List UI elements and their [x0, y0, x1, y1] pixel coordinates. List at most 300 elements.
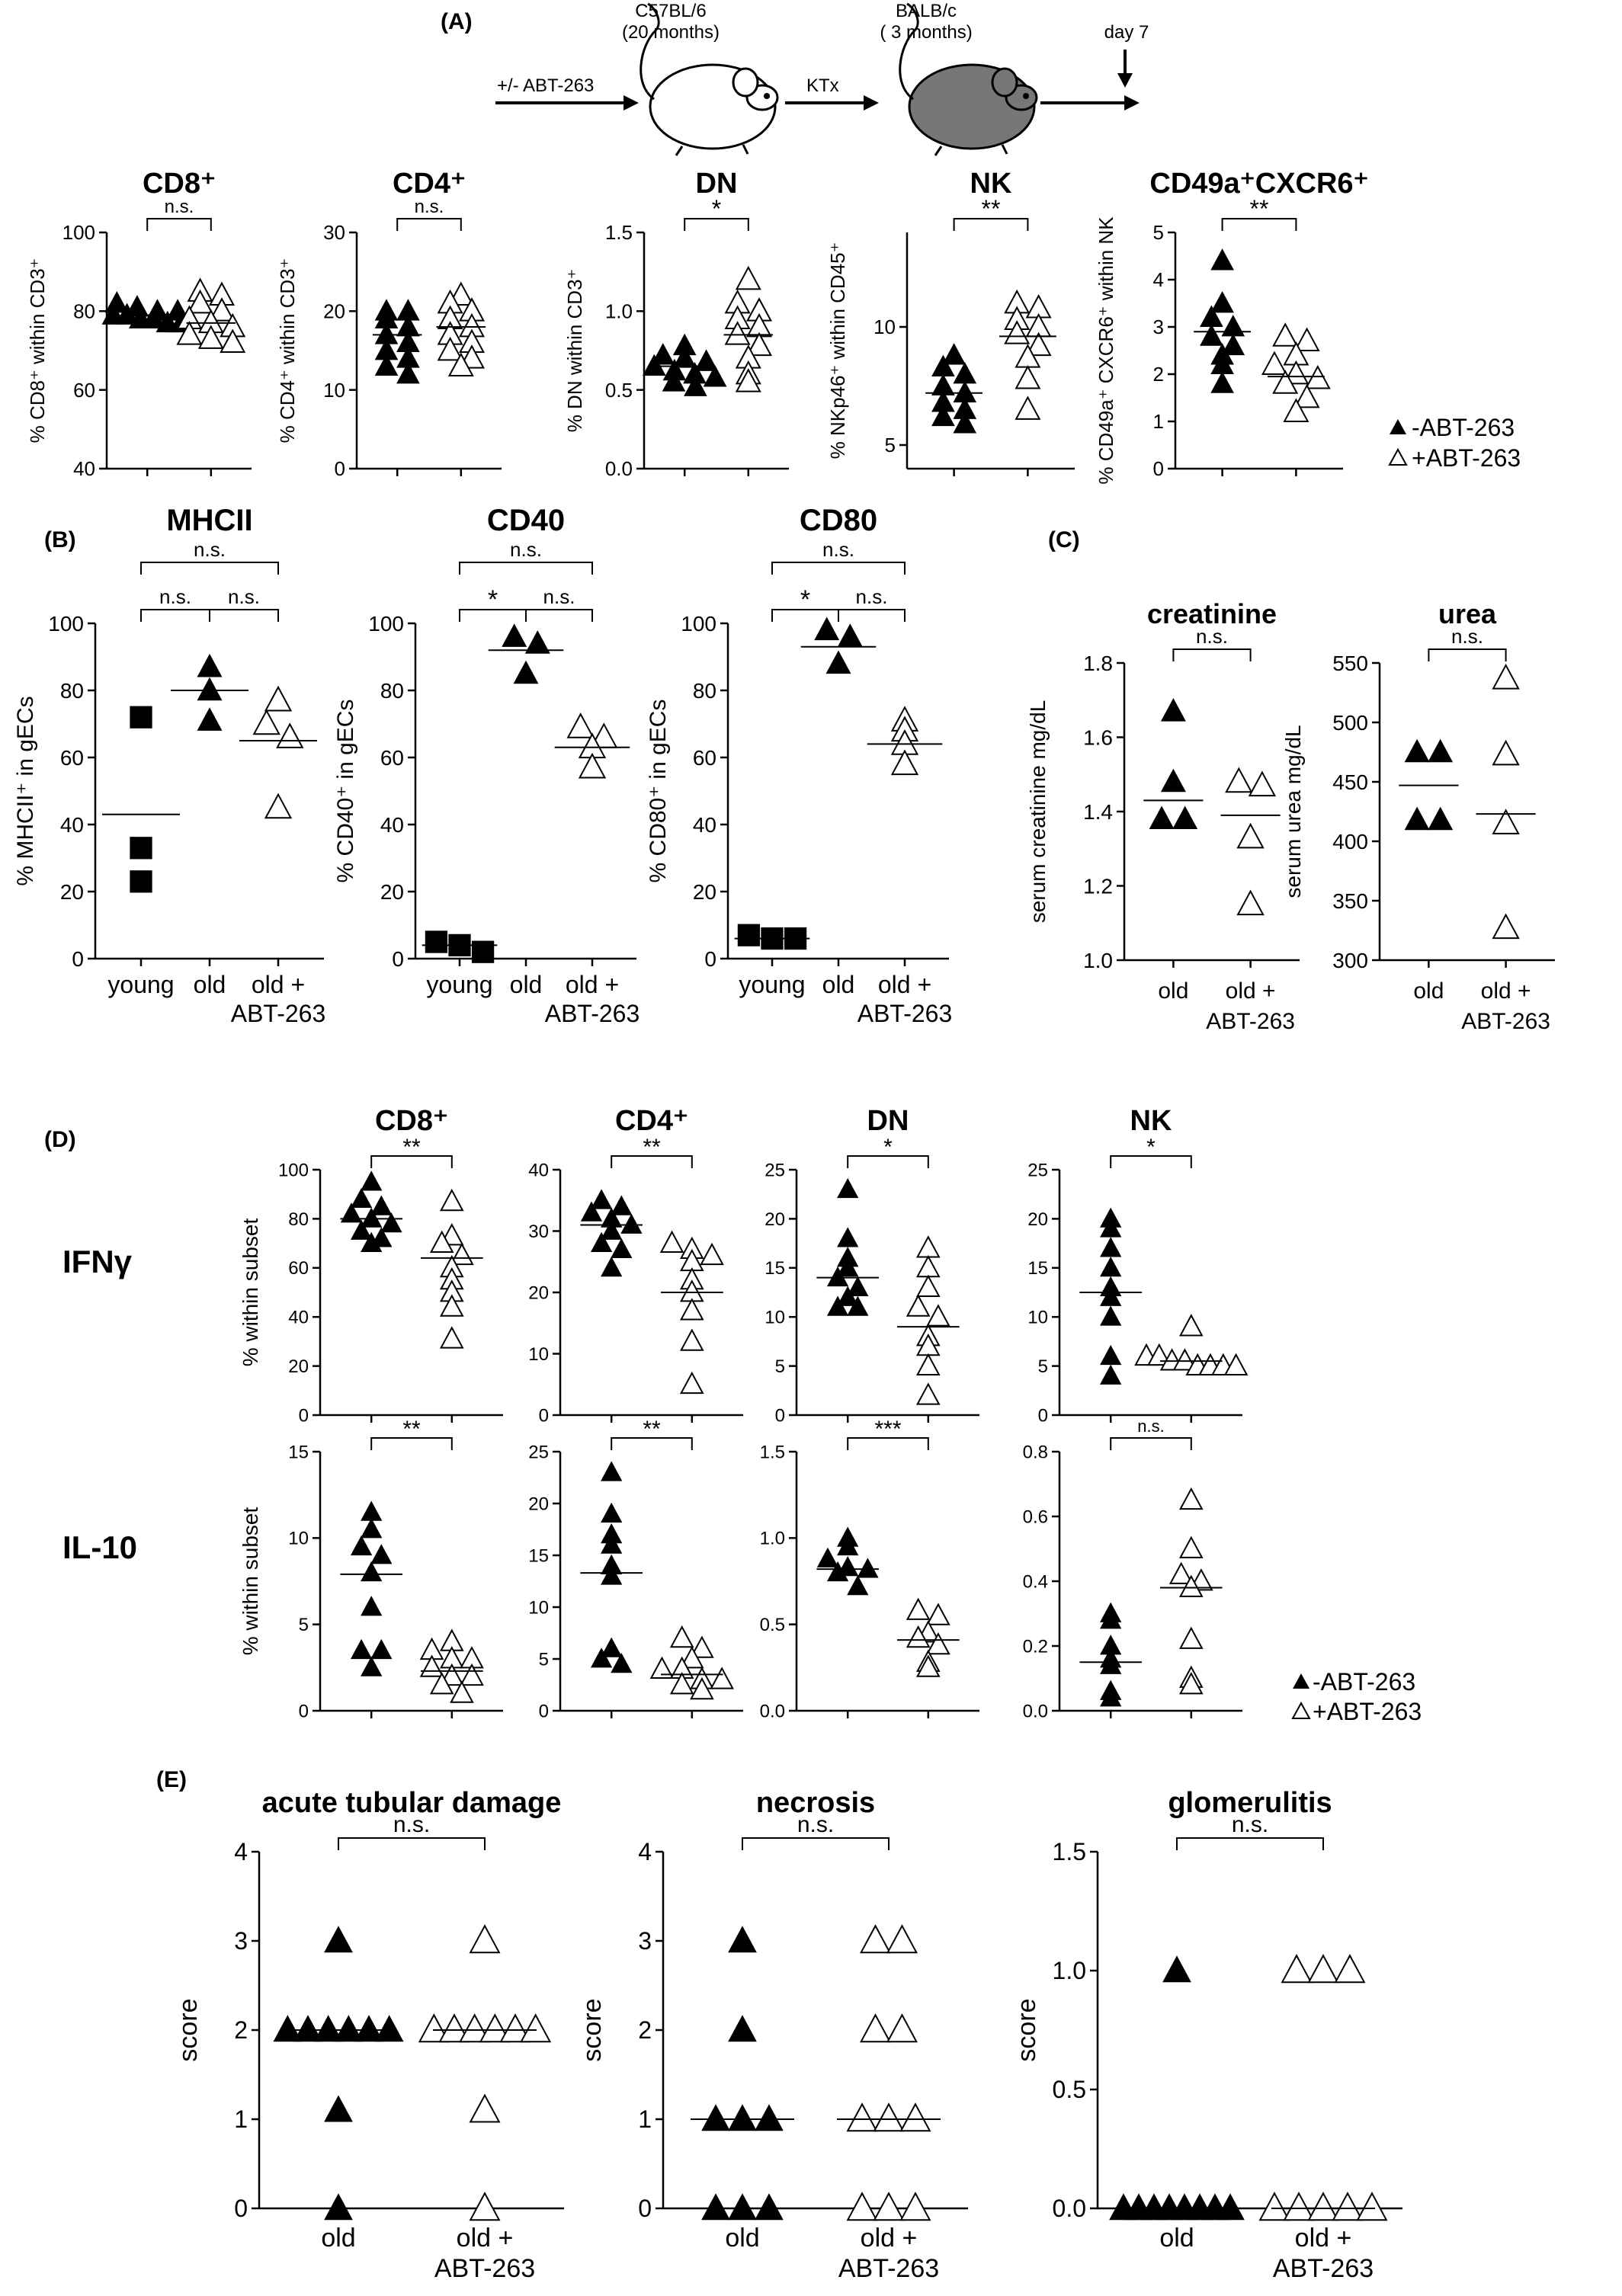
y-tick-label: 0.4 [1022, 1571, 1048, 1593]
chart-b3 [646, 504, 952, 1027]
significance-bracket [1428, 649, 1505, 661]
significance-label: ** [643, 1417, 661, 1442]
chart-title: CD80 [799, 504, 878, 537]
data-point [1309, 1955, 1338, 1982]
y-tick-label: 1.4 [1083, 799, 1113, 824]
data-point [837, 1227, 858, 1247]
data-point [1172, 805, 1197, 829]
y-axis-label: % NKp46⁺ within CD45⁺ [826, 242, 849, 460]
y-axis-label: serum urea mg/dL [1281, 725, 1305, 898]
data-point [1428, 807, 1453, 831]
chart-d3 [765, 1105, 979, 1426]
significance-label: * [1146, 1135, 1156, 1160]
data-point [874, 2193, 903, 2220]
significance-label: * [800, 585, 811, 614]
data-point [848, 2104, 877, 2131]
y-tick-label: 0.6 [1022, 1507, 1048, 1528]
panel-d-label: (D) [44, 1127, 76, 1152]
significance-bracket [460, 562, 592, 575]
category-label: ABT-263 [544, 1000, 640, 1027]
data-point [701, 2193, 730, 2220]
y-tick-label: 1.5 [1052, 1838, 1086, 1866]
panel-a-label: (A) [441, 9, 473, 34]
data-point [351, 1188, 372, 1208]
row-label-il10: IL-10 [63, 1529, 138, 1565]
y-tick-label: 0 [72, 946, 84, 971]
legend-a-open-triangle [1390, 450, 1406, 465]
chart-title: CD8⁺ [142, 168, 216, 200]
data-point [861, 1926, 890, 1952]
chart-a3 [563, 168, 789, 480]
chart-a5 [1095, 168, 1369, 485]
y-tick-label: 5 [298, 1615, 309, 1636]
data-point [1181, 1628, 1202, 1648]
category-label: young [739, 971, 806, 998]
y-tick-label: 0 [704, 946, 716, 971]
significance-label: n.s. [159, 585, 191, 608]
legend-a [1390, 414, 1521, 472]
chart-title: NK [970, 168, 1012, 200]
y-tick-label: 100 [368, 611, 404, 636]
significance-label: n.s. [1137, 1417, 1165, 1436]
data-point [1333, 2193, 1362, 2220]
data-point [1428, 739, 1453, 763]
data-point [1200, 324, 1223, 345]
data-point [1263, 353, 1287, 374]
data-point [728, 2104, 757, 2131]
data-point [361, 1561, 382, 1581]
data-point [1100, 1237, 1121, 1257]
significance-label: ** [402, 1417, 421, 1442]
chart-e1 [174, 1787, 564, 2283]
data-point [470, 1926, 499, 1952]
data-point [1238, 892, 1263, 915]
chart-title: MHCII [166, 504, 253, 537]
significance-label: * [711, 195, 722, 223]
y-axis-label: score [174, 1998, 203, 2062]
chart-title: urea [1438, 598, 1497, 629]
chart-a1 [26, 168, 252, 480]
data-point [908, 1296, 929, 1316]
y-tick-label: 1.2 [1083, 874, 1113, 898]
transplant-label: KTx [806, 75, 839, 96]
chart-title: acute tubular damage [261, 1787, 562, 1819]
y-tick-label: 20 [692, 879, 716, 904]
data-point [601, 1257, 622, 1276]
y-tick-label: 15 [1027, 1258, 1048, 1279]
data-point [197, 654, 223, 677]
significance-label: * [883, 1135, 893, 1160]
significance-bracket [1177, 1838, 1323, 1850]
data-point [918, 1384, 939, 1404]
y-tick-label: 0.5 [1052, 2076, 1086, 2104]
data-point [681, 1299, 703, 1319]
chart-c2 [1281, 598, 1555, 1034]
data-point [1210, 291, 1234, 312]
significance-label: n.s. [414, 197, 444, 217]
significance-label: ** [1249, 195, 1269, 223]
chart-d5 [239, 1417, 503, 1721]
data-point [847, 1575, 868, 1595]
chart-a2 [276, 168, 502, 480]
data-point [1493, 915, 1518, 939]
y-tick-label: 400 [1332, 829, 1368, 853]
y-tick-label: 0 [234, 2195, 248, 2223]
y-tick-label: 10 [1027, 1307, 1048, 1328]
data-point [1274, 324, 1297, 345]
y-tick-label: 0.0 [759, 1701, 785, 1722]
y-tick-label: 10 [323, 378, 345, 402]
chart-title: CD4⁺ [614, 1105, 689, 1137]
charts-layer [13, 168, 1555, 2283]
category-label: old [725, 2224, 760, 2253]
y-tick-label: 20 [528, 1494, 549, 1515]
donor-label-1: C57BL/6 [635, 1, 707, 21]
y-tick-label: 0.5 [604, 378, 633, 402]
data-point [755, 2193, 784, 2220]
category-label: old + [1294, 2224, 1352, 2253]
y-tick-label: 10 [288, 1528, 309, 1549]
data-point [918, 1355, 939, 1375]
y-tick-label: 0.8 [1022, 1442, 1048, 1463]
data-point [701, 1244, 723, 1264]
y-axis-label: % DN within CD3⁺ [563, 268, 586, 433]
significance-label: n.s. [393, 1812, 431, 1837]
data-point [857, 1558, 878, 1577]
significance-bracket [397, 219, 461, 231]
y-tick-label: 80 [59, 678, 84, 703]
y-tick-label: 40 [73, 457, 95, 481]
data-point [361, 1657, 382, 1676]
y-tick-label: 2 [1152, 363, 1164, 386]
y-tick-label: 15 [288, 1442, 309, 1463]
row-label-ifng: IFNγ [63, 1244, 133, 1279]
y-tick-label: 100 [277, 1160, 309, 1181]
category-label: ABT-263 [230, 1000, 326, 1027]
data-point [1493, 741, 1518, 765]
category-label: old + [1480, 978, 1531, 1004]
y-tick-label: 0.0 [1022, 1701, 1048, 1722]
significance-bracket [526, 610, 592, 622]
data-point [351, 1639, 372, 1659]
category-label: ABT-263 [838, 2254, 940, 2283]
legend-d-plus-label: +ABT-263 [1313, 1698, 1422, 1725]
data-point [361, 1170, 382, 1190]
data-point [848, 2193, 877, 2220]
significance-label: n.s. [797, 1812, 835, 1837]
data-point [1282, 1955, 1311, 1982]
significance-label: *** [874, 1417, 902, 1442]
data-point [130, 870, 152, 892]
y-tick-label: 350 [1332, 889, 1368, 913]
y-axis-label: % CD49a⁺ CXCR6⁺ within NK [1095, 216, 1117, 485]
y-tick-label: 5 [538, 1649, 549, 1670]
data-point [1226, 769, 1252, 793]
data-point [1161, 769, 1186, 793]
data-point [838, 623, 863, 647]
y-tick-label: 10 [765, 1307, 785, 1328]
data-point [918, 1237, 939, 1257]
chart-d6 [528, 1417, 743, 1721]
data-point [672, 1627, 693, 1647]
y-axis-label: % within subset [239, 1507, 262, 1656]
y-tick-label: 0 [638, 2195, 652, 2223]
data-point [1162, 1955, 1191, 1982]
data-point [1260, 2193, 1289, 2220]
y-tick-label: 5 [1037, 1356, 1048, 1377]
y-tick-label: 100 [681, 611, 716, 636]
data-point [1149, 805, 1175, 829]
y-tick-label: 1 [234, 2105, 248, 2134]
y-tick-label: 20 [528, 1282, 549, 1304]
y-tick-label: 0.2 [1022, 1636, 1048, 1657]
data-point [1493, 665, 1518, 689]
data-point [888, 2015, 917, 2041]
panel-a-schematic [495, 1, 1149, 155]
legend-d-minus-label: -ABT-263 [1313, 1668, 1416, 1696]
category-label: old + [456, 2224, 514, 2253]
data-point [1284, 2193, 1313, 2220]
chart-b1 [13, 504, 325, 1027]
significance-label: ** [643, 1135, 661, 1160]
category-label: old [509, 971, 543, 998]
data-point [470, 2193, 499, 2220]
chart-title: DN [867, 1105, 909, 1137]
y-axis-label: serum creatinine mg/dL [1026, 700, 1050, 924]
data-point [502, 623, 527, 647]
data-point [1161, 698, 1186, 722]
y-tick-label: 20 [765, 1209, 785, 1230]
data-point [197, 677, 223, 701]
data-point [472, 941, 494, 963]
data-point [888, 1926, 917, 1952]
legend-a-plus-label: +ABT-263 [1412, 444, 1521, 472]
data-point [441, 1190, 463, 1210]
y-tick-label: 450 [1332, 770, 1368, 794]
data-point [901, 2193, 930, 2220]
treatment-label: +/- ABT-263 [497, 75, 595, 96]
y-tick-label: 0 [392, 946, 404, 971]
data-point [1016, 367, 1040, 388]
panel-c-label: (C) [1048, 527, 1080, 552]
data-point [814, 617, 839, 641]
category-label: young [107, 971, 175, 998]
data-point [738, 924, 760, 946]
y-tick-label: 40 [528, 1160, 549, 1181]
data-point [361, 1501, 382, 1521]
significance-bracket [1111, 1438, 1191, 1450]
significance-bracket [772, 562, 905, 575]
category-label: ABT-263 [857, 1000, 953, 1027]
category-label: old [1413, 978, 1444, 1004]
data-point [1210, 248, 1234, 270]
data-point [130, 706, 152, 729]
category-label: old [321, 2224, 356, 2253]
significance-label: n.s. [855, 585, 888, 608]
y-tick-label: 1.0 [1083, 948, 1113, 972]
data-point [1358, 2193, 1386, 2220]
y-tick-label: 1.0 [604, 299, 633, 323]
significance-label: n.s. [164, 197, 194, 217]
y-tick-label: 20 [288, 1356, 309, 1377]
data-point [441, 1327, 463, 1347]
y-tick-label: 1.5 [604, 221, 633, 245]
y-tick-label: 1.5 [759, 1442, 785, 1463]
chart-d8 [1023, 1417, 1242, 1721]
data-point [701, 2104, 730, 2131]
significance-bracket [1173, 649, 1250, 661]
data-point [918, 1276, 939, 1296]
significance-bracket [742, 1838, 889, 1850]
legend-d [1293, 1668, 1422, 1725]
category-label: ABT-263 [1461, 1009, 1550, 1034]
y-tick-label: 15 [528, 1545, 549, 1567]
data-point [736, 267, 760, 289]
y-tick-label: 60 [288, 1258, 309, 1279]
data-point [874, 2104, 903, 2131]
y-tick-label: 5 [774, 1356, 785, 1377]
timeline-arrow-head [1124, 95, 1140, 110]
significance-bracket [338, 1838, 485, 1850]
data-point [1405, 739, 1430, 763]
category-label: ABT-263 [434, 2254, 536, 2283]
y-tick-label: 40 [692, 812, 716, 837]
y-tick-label: 80 [692, 678, 716, 703]
significance-label: n.s. [194, 538, 226, 561]
data-point [711, 1668, 732, 1688]
legend-a-minus-label: -ABT-263 [1412, 414, 1515, 441]
y-tick-label: 0 [334, 457, 345, 481]
data-point [1181, 1489, 1202, 1509]
significance-label: n.s. [1196, 625, 1228, 648]
data-point [425, 930, 447, 953]
data-point [197, 707, 223, 731]
chart-d2 [528, 1105, 743, 1426]
data-point [601, 1534, 622, 1554]
data-point [601, 1564, 622, 1584]
data-point [901, 2104, 930, 2131]
data-point [861, 2015, 890, 2041]
data-point [908, 1600, 929, 1619]
y-tick-label: 10 [528, 1343, 549, 1365]
data-point [380, 1212, 402, 1232]
data-point [826, 651, 851, 674]
y-tick-label: 100 [62, 221, 95, 245]
significance-bracket [210, 610, 278, 622]
y-tick-label: 30 [528, 1221, 549, 1242]
y-tick-label: 3 [638, 1927, 652, 1955]
y-tick-label: 0 [1152, 457, 1164, 481]
legend-d-filled-triangle [1293, 1673, 1309, 1689]
y-tick-label: 300 [1332, 948, 1368, 972]
y-tick-label: 0.0 [1052, 2195, 1086, 2223]
y-tick-label: 0 [298, 1701, 309, 1722]
y-axis-label: score [578, 1998, 607, 2062]
data-point [370, 1639, 392, 1659]
data-point [728, 2193, 757, 2220]
y-tick-label: 550 [1332, 651, 1368, 675]
treatment-arrow-head [623, 95, 639, 110]
chart-c1 [1026, 598, 1300, 1034]
day7-arrow-head [1117, 73, 1133, 88]
data-point [361, 1518, 382, 1538]
category-label: old + [877, 971, 932, 998]
category-label: old [822, 971, 855, 998]
y-tick-label: 30 [323, 221, 345, 245]
y-tick-label: 40 [59, 812, 84, 837]
recipient-label-2: ( 3 months) [880, 22, 973, 43]
data-point [266, 687, 291, 711]
y-tick-label: 2 [234, 2016, 248, 2045]
y-tick-label: 5 [1152, 221, 1164, 245]
data-point [324, 2193, 353, 2220]
chart-b2 [333, 504, 640, 1027]
chart-title: necrosis [755, 1787, 876, 1819]
data-point [1335, 1955, 1364, 1982]
data-point [918, 1257, 939, 1276]
y-tick-label: 3 [1152, 315, 1164, 339]
data-point [681, 1331, 703, 1350]
data-point [1181, 1538, 1202, 1558]
data-point [324, 2096, 353, 2122]
category-label: old [1158, 978, 1189, 1004]
y-axis-label: % CD4⁺ within CD3⁺ [276, 258, 299, 444]
significance-label: * [487, 585, 498, 614]
y-axis-label: % MHCII⁺ in gECs [13, 696, 38, 886]
y-tick-label: 20 [1027, 1209, 1048, 1230]
y-tick-label: 1 [638, 2105, 652, 2134]
data-point [514, 661, 539, 684]
data-point [370, 1544, 392, 1564]
category-label: old [1159, 2224, 1194, 2253]
transplant-arrow-head [864, 95, 879, 110]
category-label: old + [1225, 978, 1276, 1004]
y-tick-label: 25 [528, 1442, 549, 1463]
y-tick-label: 0.0 [604, 457, 633, 481]
significance-label: n.s. [1451, 625, 1483, 648]
category-label: old + [565, 971, 620, 998]
data-point [928, 1305, 949, 1325]
chart-title: creatinine [1146, 598, 1277, 629]
data-point [601, 1461, 622, 1481]
chart-d1 [239, 1105, 503, 1426]
legend-a-filled-triangle [1390, 419, 1406, 434]
data-point [521, 2015, 550, 2041]
y-tick-label: 10 [528, 1597, 549, 1619]
data-point [1249, 773, 1274, 796]
significance-label: n.s. [822, 538, 854, 561]
data-point [837, 1178, 858, 1198]
y-tick-label: 80 [73, 299, 95, 323]
data-point [254, 711, 279, 735]
y-tick-label: 0 [1037, 1405, 1048, 1427]
data-point [470, 2096, 499, 2122]
timepoint-label: day 7 [1104, 22, 1149, 43]
significance-label: n.s. [510, 538, 542, 561]
y-tick-label: 0 [774, 1405, 785, 1427]
data-point [568, 714, 593, 738]
data-point [1100, 1257, 1121, 1276]
data-point [817, 1548, 838, 1567]
y-tick-label: 4 [234, 1838, 248, 1866]
data-point [361, 1596, 382, 1616]
data-point [1238, 825, 1263, 848]
y-tick-label: 1.0 [1052, 1957, 1086, 1985]
data-point [1210, 371, 1234, 392]
significance-label: ** [981, 195, 1001, 223]
data-point [1405, 807, 1430, 831]
data-point [324, 1926, 353, 1952]
